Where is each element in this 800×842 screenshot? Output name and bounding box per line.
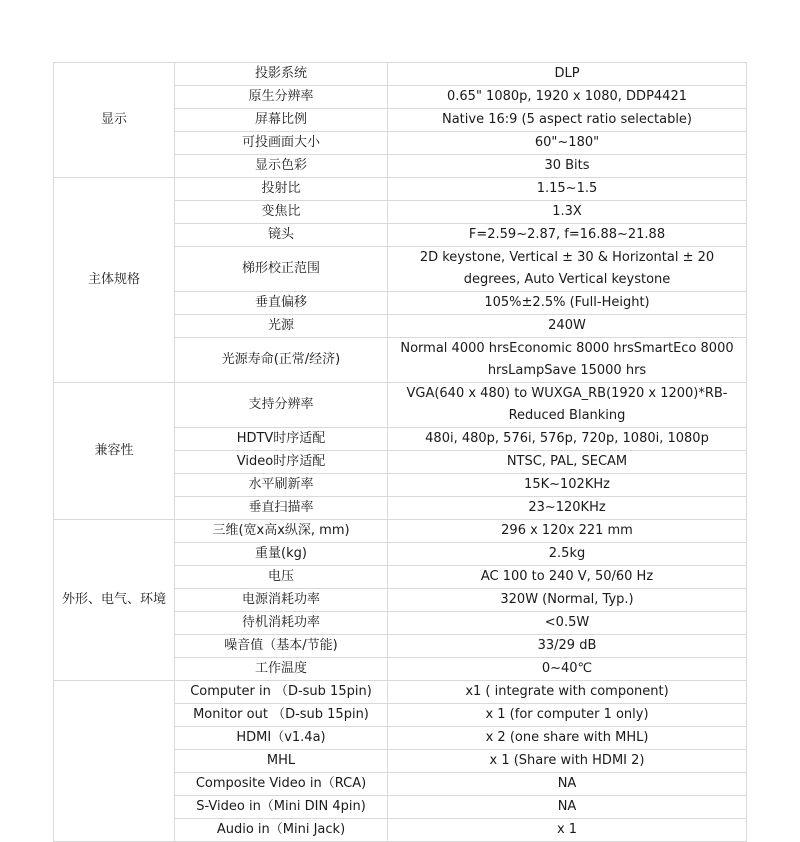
spec-table — [53, 62, 747, 842]
spec-label: Composite Video in（RCA) — [175, 773, 388, 796]
spec-label: 电源消耗功率 — [175, 589, 388, 612]
spec-label: 垂直偏移 — [175, 292, 388, 315]
spec-label: 变焦比 — [175, 201, 388, 224]
spec-value: x 1 (Share with HDMI 2) — [388, 750, 747, 773]
spec-label: 梯形校正范围 — [175, 247, 388, 292]
spec-label: 原生分辨率 — [175, 86, 388, 109]
spec-value: x 1 — [388, 819, 747, 842]
spec-value: 480i, 480p, 576i, 576p, 720p, 1080i, 1080p — [388, 428, 747, 451]
spec-value: NA — [388, 773, 747, 796]
spec-label: 光源寿命(正常/经济) — [175, 338, 388, 383]
spec-row — [54, 681, 747, 704]
spec-value: VGA(640 x 480) to WUXGA_RB(1920 x 1200)*RB-Reduced Blanking — [388, 383, 747, 428]
spec-label: Video时序适配 — [175, 451, 388, 474]
group-label — [54, 681, 175, 842]
spec-row — [54, 383, 747, 428]
spec-label: 投影系统 — [175, 63, 388, 86]
spec-value: 23~120KHz — [388, 497, 747, 520]
spec-label: Computer in （D-sub 15pin) — [175, 681, 388, 704]
spec-label: 工作温度 — [175, 658, 388, 681]
spec-label: 屏幕比例 — [175, 109, 388, 132]
group-label: 外形、电气、环境 — [54, 520, 175, 681]
spec-value: Native 16:9 (5 aspect ratio selectable) — [388, 109, 747, 132]
spec-label: 电压 — [175, 566, 388, 589]
group-label: 显示 — [54, 63, 175, 178]
spec-value: <0.5W — [388, 612, 747, 635]
group-label: 兼容性 — [54, 383, 175, 520]
spec-value: DLP — [388, 63, 747, 86]
spec-value: 240W — [388, 315, 747, 338]
spec-label: 水平刷新率 — [175, 474, 388, 497]
spec-row — [54, 63, 747, 86]
spec-label: 垂直扫描率 — [175, 497, 388, 520]
spec-label: 重量(kg) — [175, 543, 388, 566]
spec-label: Monitor out （D-sub 15pin) — [175, 704, 388, 727]
spec-label: 三维(宽x高x纵深, mm) — [175, 520, 388, 543]
spec-value: 2.5kg — [388, 543, 747, 566]
spec-label: 光源 — [175, 315, 388, 338]
spec-value: NTSC, PAL, SECAM — [388, 451, 747, 474]
spec-label: 支持分辨率 — [175, 383, 388, 428]
spec-value: NA — [388, 796, 747, 819]
spec-value: 1.15~1.5 — [388, 178, 747, 201]
spec-label: 投射比 — [175, 178, 388, 201]
spec-label: 待机消耗功率 — [175, 612, 388, 635]
spec-label: 噪音值（基本/节能) — [175, 635, 388, 658]
spec-value: F=2.59~2.87, f=16.88~21.88 — [388, 224, 747, 247]
spec-label: 可投画面大小 — [175, 132, 388, 155]
spec-row — [54, 520, 747, 543]
spec-label: HDTV时序适配 — [175, 428, 388, 451]
spec-label: 显示色彩 — [175, 155, 388, 178]
spec-value: 33/29 dB — [388, 635, 747, 658]
spec-value: Normal 4000 hrsEconomic 8000 hrsSmartEco 8000 hrsLampSave 15000 hrs — [388, 338, 747, 383]
group-label: 主体规格 — [54, 178, 175, 383]
spec-value: 296 x 120x 221 mm — [388, 520, 747, 543]
spec-table-body — [54, 63, 747, 842]
spec-value: 1.3X — [388, 201, 747, 224]
spec-value: x 1 (for computer 1 only) — [388, 704, 747, 727]
spec-value: x1 ( integrate with component) — [388, 681, 747, 704]
spec-value: 0~40℃ — [388, 658, 747, 681]
spec-value: 0.65" 1080p, 1920 x 1080, DDP4421 — [388, 86, 747, 109]
spec-label: S-Video in（Mini DIN 4pin) — [175, 796, 388, 819]
spec-value: 30 Bits — [388, 155, 747, 178]
spec-value: 2D keystone, Vertical ± 30 & Horizontal ± 20 degrees, Auto Vertical keystone — [388, 247, 747, 292]
spec-value: 105%±2.5% (Full-Height) — [388, 292, 747, 315]
spec-value: AC 100 to 240 V, 50/60 Hz — [388, 566, 747, 589]
spec-label: MHL — [175, 750, 388, 773]
spec-value: 60"~180" — [388, 132, 747, 155]
spec-value: x 2 (one share with MHL) — [388, 727, 747, 750]
spec-value: 320W (Normal, Typ.) — [388, 589, 747, 612]
spec-label: HDMI（v1.4a) — [175, 727, 388, 750]
spec-label: Audio in（Mini Jack) — [175, 819, 388, 842]
spec-value: 15K~102KHz — [388, 474, 747, 497]
spec-row — [54, 178, 747, 201]
spec-label: 镜头 — [175, 224, 388, 247]
